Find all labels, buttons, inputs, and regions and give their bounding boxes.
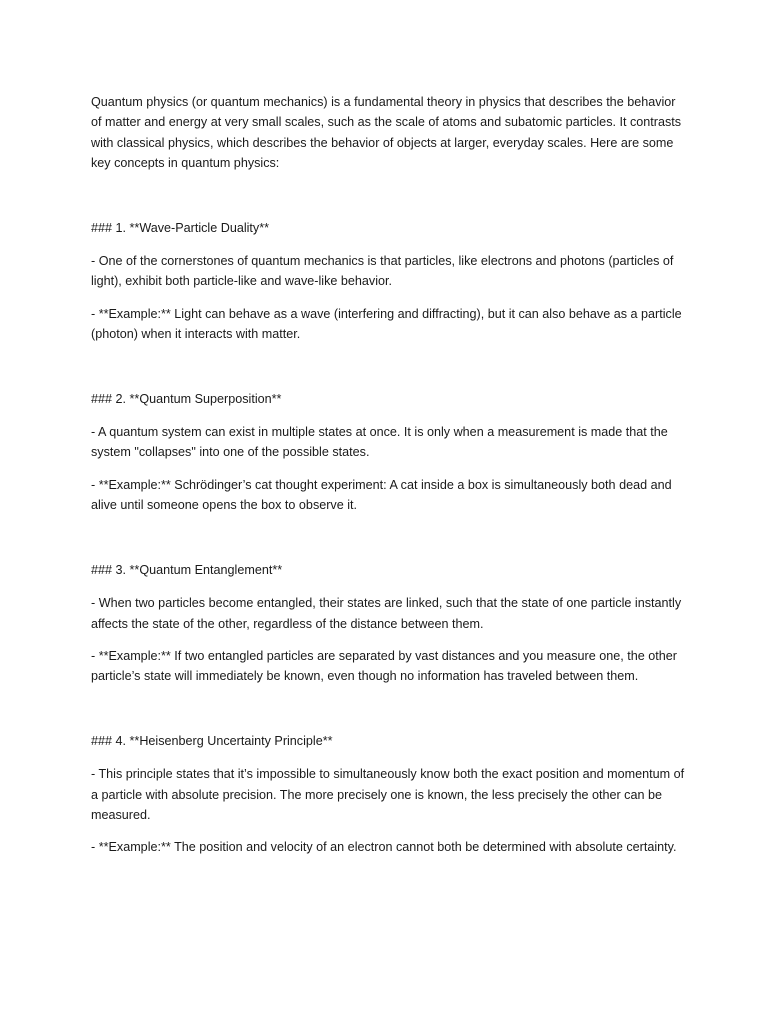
section-heading-4: ### 4. **Heisenberg Uncertainty Principle**: [91, 733, 333, 748]
section-description-1: - One of the cornerstones of quantum mechanics is that particles, like electrons and photons (particles of light), exhibit both particle-like and wave-like behavior.: [91, 254, 674, 289]
spacer: [91, 238, 685, 251]
section-description-3: - When two particles become entangled, their states are linked, such that the state of one particle instantly affects the state of the other, regardless of the distance between them.: [91, 596, 682, 631]
section-heading-3: ### 3. **Quantum Entanglement**: [91, 562, 283, 577]
spacer: [91, 292, 685, 304]
spacer: [91, 409, 685, 422]
section-description-4: - This principle states that it’s impossible to simultaneously know both the exact position and momentum of a particle with absolute precision. The more precisely one is known, the less precisely the other can be measured.: [91, 767, 685, 822]
spacer: [91, 174, 685, 218]
spacer: [91, 463, 685, 475]
section-example-3: - **Example:** If two entangled particles are separated by vast distances and you measure one, the other particle’s state will immediately be known, even though no information has traveled between them.: [91, 648, 677, 684]
section-heading-1: ### 1. **Wave-Particle Duality**: [91, 220, 270, 235]
section-example-4: - **Example:** The position and velocity of an electron cannot both be determined with absolute certainty.: [91, 840, 677, 855]
spacer: [91, 634, 685, 646]
section-example-1: - **Example:** Light can behave as a wave (interfering and diffracting), but it can also behave as a particle (photon) when it interacts with matter.: [91, 306, 682, 342]
intro-paragraph: Quantum physics (or quantum mechanics) is a fundamental theory in physics that describes the behavior of matter and energy at very small scales, such as the scale of atoms and subatomic particles. It contrasts with classical physics, which describes the behavior of objects at larger, everyday scales. Here are some key concepts in quantum physics:: [91, 95, 682, 171]
section-description-2: - A quantum system can exist in multiple states at once. It is only when a measurement is made that the system "collapses" into one of the possible states.: [91, 425, 668, 460]
section-example-2: - **Example:** Schrödinger’s cat thought experiment: A cat inside a box is simultaneously both dead and alive until someone opens the box to observe it.: [91, 477, 672, 513]
document-body: [91, 92, 685, 858]
spacer: [91, 751, 685, 764]
spacer: [91, 687, 685, 731]
spacer: [91, 516, 685, 560]
spacer: [91, 345, 685, 389]
section-heading-2: ### 2. **Quantum Superposition**: [91, 391, 282, 406]
spacer: [91, 825, 685, 837]
spacer: [91, 580, 685, 593]
